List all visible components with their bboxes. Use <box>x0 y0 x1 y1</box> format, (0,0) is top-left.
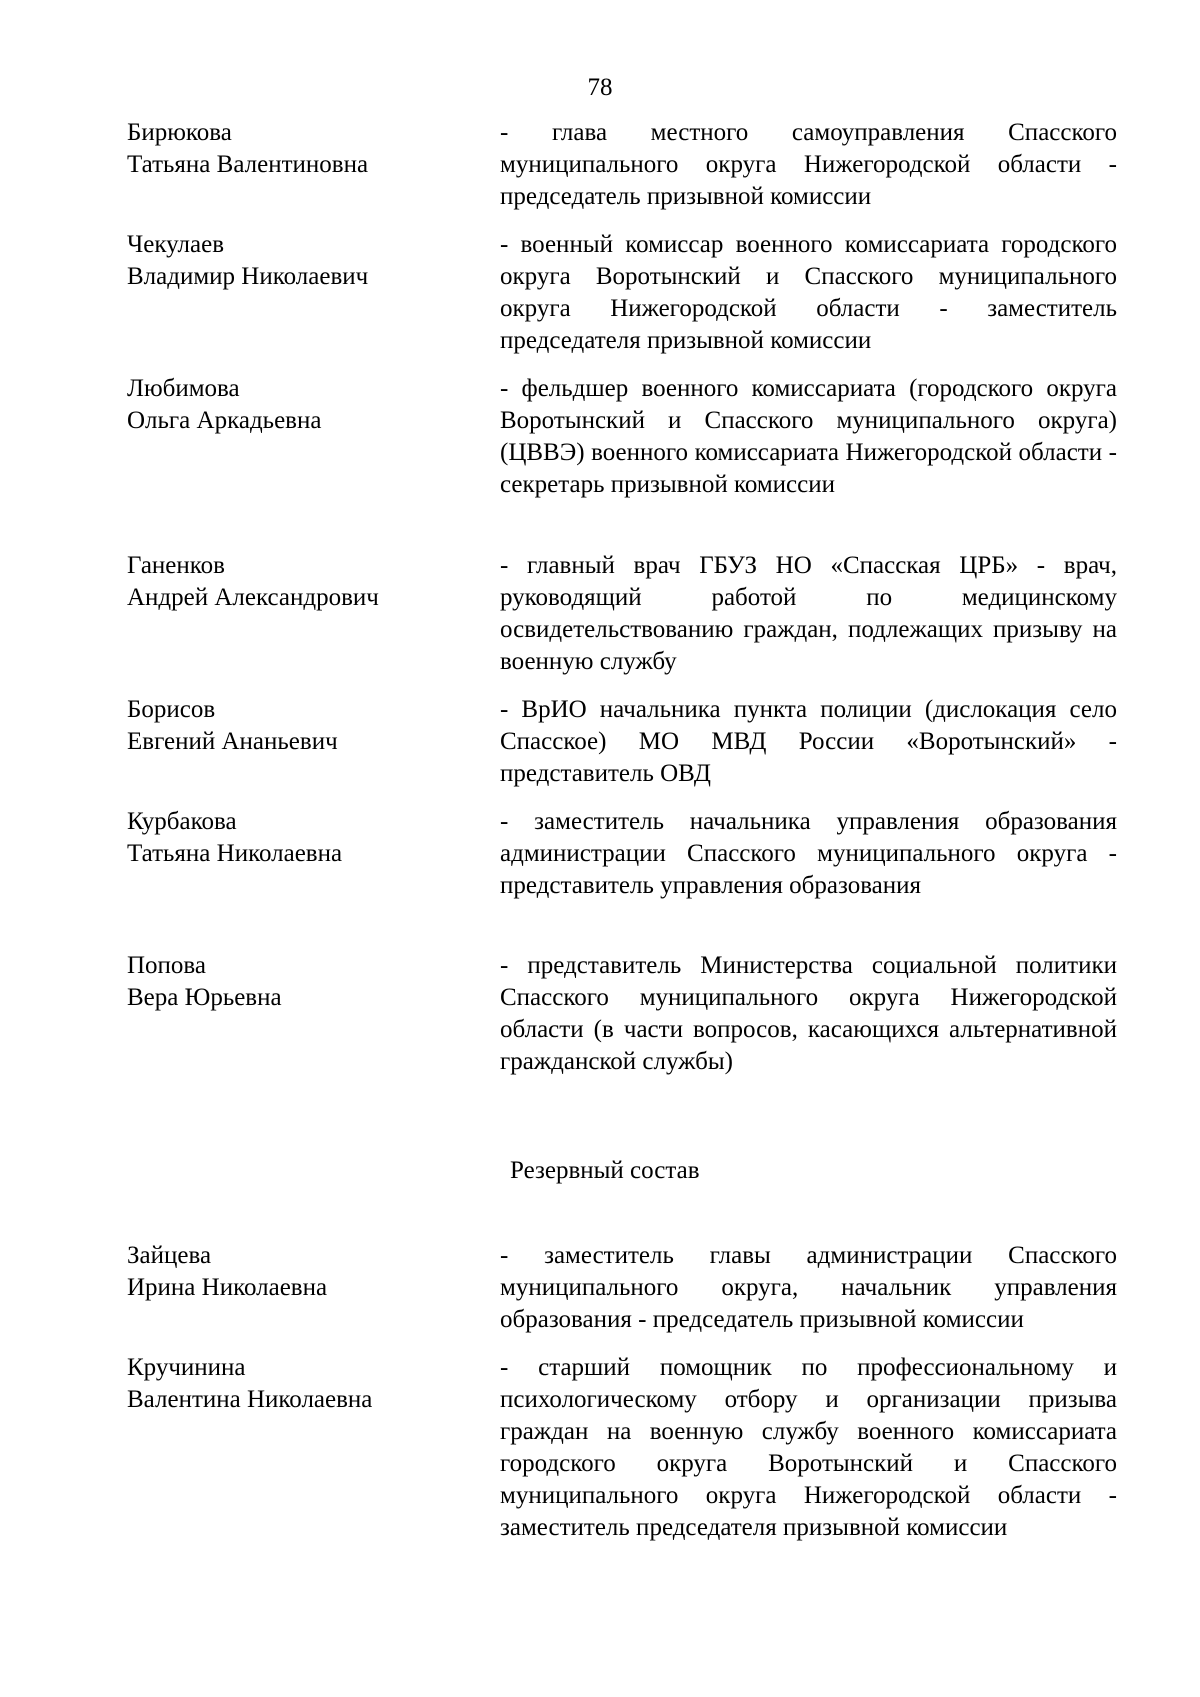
member-given-name: Вера Юрьевна <box>127 984 282 1011</box>
page-number: 78 <box>587 74 613 101</box>
member-role: - главный врач ГБУЗ НО «Спасская ЦРБ» - врач, руководящий работой по медицинскому освидетельствованию граждан, подлежащих призыву на военную службу <box>500 552 1117 675</box>
member-name <box>127 1352 487 1416</box>
member-role: - фельдшер военного комиссариата (городского округа Воротынский и Спасского муниципального округа) (ЦВВЭ) военного комиссариата Нижегородской области - секретарь призывной комиссии <box>500 375 1117 498</box>
member-surname: Ганенков <box>127 552 225 579</box>
member-role: - представитель Министерства социальной политики Спасского муниципального округа Нижегородской области (в части вопросов, касающихся альтернативной гражданской службы) <box>500 952 1117 1075</box>
member-role: - глава местного самоуправления Спасского муниципального округа Нижегородской области - председатель призывной комиссии <box>500 119 1117 210</box>
reserve-section-title: Резервный состав <box>510 1157 700 1184</box>
member-surname: Чекулаев <box>127 231 225 258</box>
member-given-name: Татьяна Николаевна <box>127 840 343 867</box>
member-role: - заместитель главы администрации Спасского муниципального округа, начальник управления образования - председатель призывной комиссии <box>500 1242 1117 1333</box>
member-role: - военный комиссар военного комиссариата городского округа Воротынский и Спасского муниципального округа Нижегородской области - заместитель председателя призывной комиссии <box>500 231 1117 354</box>
member-role: - старший помощник по профессиональному и психологическому отбору и организации призыва граждан на военную службу военного комиссариата городского округа Воротынский и Спасского муниципального округа Нижегородской области - заместитель председателя призывной комиссии <box>500 1354 1117 1541</box>
member-given-name: Ольга Аркадьевна <box>127 407 322 434</box>
member-name <box>127 950 487 1014</box>
member-given-name: Владимир Николаевич <box>127 263 369 290</box>
member-given-name: Ирина Николаевна <box>127 1274 328 1301</box>
member-given-name: Валентина Николаевна <box>127 1386 373 1413</box>
member-given-name: Андрей Александрович <box>127 584 379 611</box>
member-surname: Борисов <box>127 696 216 723</box>
member-name <box>127 373 487 437</box>
member-role: - заместитель начальника управления образования администрации Спасского муниципального округа - представитель управления образования <box>500 808 1117 899</box>
member-name <box>127 229 487 293</box>
member-surname: Курбакова <box>127 808 237 835</box>
member-name <box>127 694 487 758</box>
member-name <box>127 550 487 614</box>
member-surname: Зайцева <box>127 1242 212 1269</box>
member-surname: Попова <box>127 952 207 979</box>
member-name <box>127 1240 487 1304</box>
member-given-name: Евгений Ананьевич <box>127 728 338 755</box>
member-name <box>127 806 487 870</box>
member-role: - ВрИО начальника пункта полиции (дислокация село Спасское) МО МВД России «Воротынский» - представитель ОВД <box>500 696 1117 787</box>
member-surname: Кручинина <box>127 1354 246 1381</box>
member-name <box>127 117 487 181</box>
member-surname: Бирюкова <box>127 119 232 146</box>
member-given-name: Татьяна Валентиновна <box>127 151 369 178</box>
member-surname: Любимова <box>127 375 240 402</box>
